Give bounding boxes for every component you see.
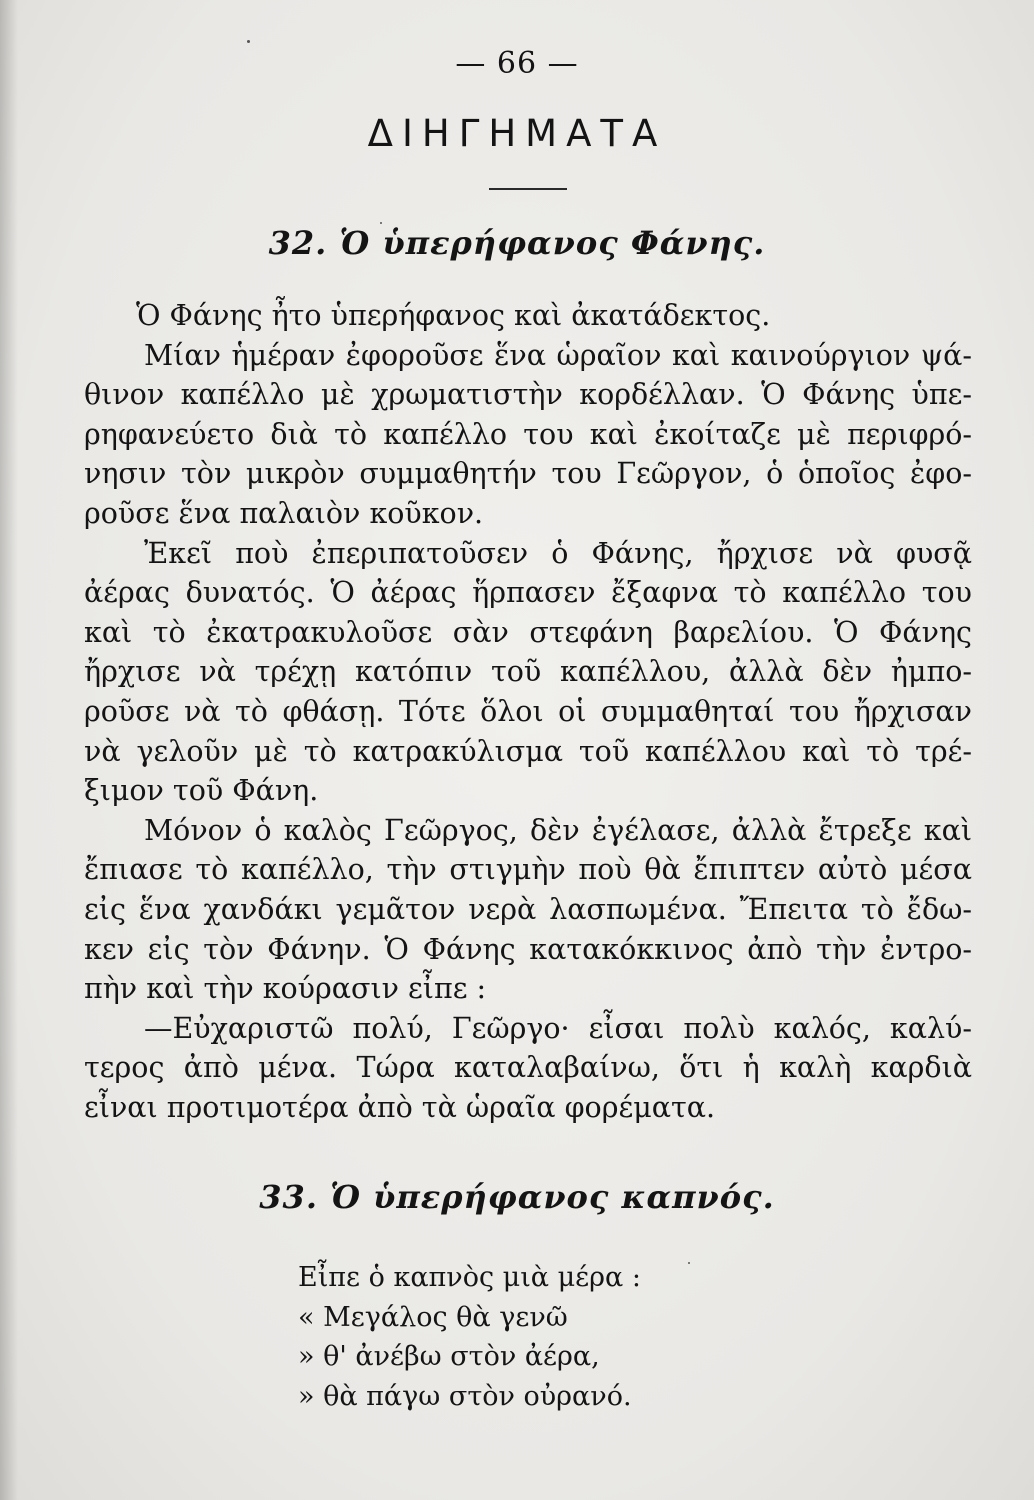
- text-line: Ἐκεῖ ποὺ ἐπεριπατοῦσεν ὁ Φάνης, ἤρχισε νὰ φυσᾷ: [144, 536, 972, 570]
- text-line: τερος ἀπὸ μένα. Τώρα καταλαβαίνω, ὅτι ἡ καλὴ καρδιὰ: [84, 1051, 972, 1085]
- text-line: ἀέρας δυνατός. Ὁ ἀέρας ἥρπασεν ἔξαφνα τὸ καπέλλο του: [84, 576, 972, 610]
- page-number: — 66 —: [455, 46, 579, 81]
- text-line: νησιν τὸν μικρὸν συμμαθητήν του Γεῶργον, ὁ ὁποῖος ἐφο-: [84, 457, 972, 491]
- poem: [298, 1258, 641, 1416]
- heading-divider: [489, 188, 567, 190]
- text-line: Μίαν ἡμέραν ἐφοροῦσε ἕνα ὡραῖον καὶ καινούργιον ψά-: [144, 338, 972, 372]
- text-line: εἰς ἕνα χανδάκι γεμᾶτον νερὰ λασπωμένα. Ἔπειτα τὸ ἔδω-: [84, 892, 972, 926]
- text-line: ρηφανεύετο διὰ τὸ καπέλλο του καὶ ἐκοίταζε μὲ περιφρό-: [84, 417, 972, 451]
- story-title: 33. Ὁ ὑπερήφανος καπνός.: [259, 1178, 775, 1216]
- text-line: ροῦσε νὰ τὸ φθάσῃ. Τότε ὅλοι οἱ συμμαθηταί του ἤρχισαν: [84, 694, 972, 728]
- text-line: κεν εἰς τὸν Φάνην. Ὁ Φάνης κατακόκκινος ἀπὸ τὴν ἐντρο-: [84, 932, 972, 966]
- print-speck: [247, 40, 250, 43]
- text-line: ἔπιασε τὸ καπέλλο, τὴν στιγμὴν ποὺ θὰ ἔπιπτεν αὐτὸ μέσα: [84, 853, 972, 887]
- text-line: —Εὐχαριστῶ πολύ, Γεῶργο· εἶσαι πολὺ καλός, καλύ-: [144, 1011, 972, 1045]
- text-line: καὶ τὸ ἐκατρακυλοῦσε σὰν στεφάνη βαρελίου. Ὁ Φάνης: [84, 615, 972, 649]
- poem-line: » θὰ πάγω στὸν οὐρανό.: [298, 1380, 632, 1412]
- print-speck: [380, 222, 382, 224]
- text-line: ροῦσε ἕνα παλαιὸν κοῦκον.: [84, 496, 484, 530]
- text-line: πὴν καὶ τὴν κούρασιν εἶπε :: [84, 972, 487, 1006]
- poem-line: » θ' ἀνέβω στὸν ἀέρα,: [298, 1341, 600, 1373]
- text-line: ξιμον τοῦ Φάνη.: [84, 774, 319, 808]
- text-line: ἤρχισε νὰ τρέχῃ κατόπιν τοῦ καπέλλου, ἀλλὰ δὲν ἠμπο-: [84, 655, 972, 689]
- story-body: [84, 296, 972, 1127]
- section-heading: ΔΙΗΓΗΜΑΤΑ: [367, 112, 667, 155]
- story-title: 32. Ὁ ὑπερήφανος Φάνης.: [268, 224, 766, 262]
- text-line: θινον καπέλλο μὲ χρωματιστὴν κορδέλλαν. Ὁ Φάνης ὑπε-: [84, 378, 972, 412]
- text-line: νὰ γελοῦν μὲ τὸ κατρακύλισμα τοῦ καπέλλου καὶ τὸ τρέ-: [84, 734, 972, 768]
- poem-line: « Μεγάλος θὰ γενῶ: [298, 1301, 568, 1333]
- poem-line: Εἶπε ὁ καπνὸς μιὰ μέρα :: [298, 1262, 641, 1293]
- text-line: Ὁ Φάνης ἦτο ὑπερήφανος καὶ ἀκατάδεκτος.: [136, 299, 771, 332]
- print-speck: [688, 1262, 690, 1264]
- text-line: Μόνον ὁ καλὸς Γεῶργος, δὲν ἐγέλασε, ἀλλὰ ἔτρεξε καὶ: [144, 813, 972, 847]
- text-line: εἶναι προτιμοτέρα ἀπὸ τὰ ὡραῖα φορέματα.: [84, 1090, 716, 1124]
